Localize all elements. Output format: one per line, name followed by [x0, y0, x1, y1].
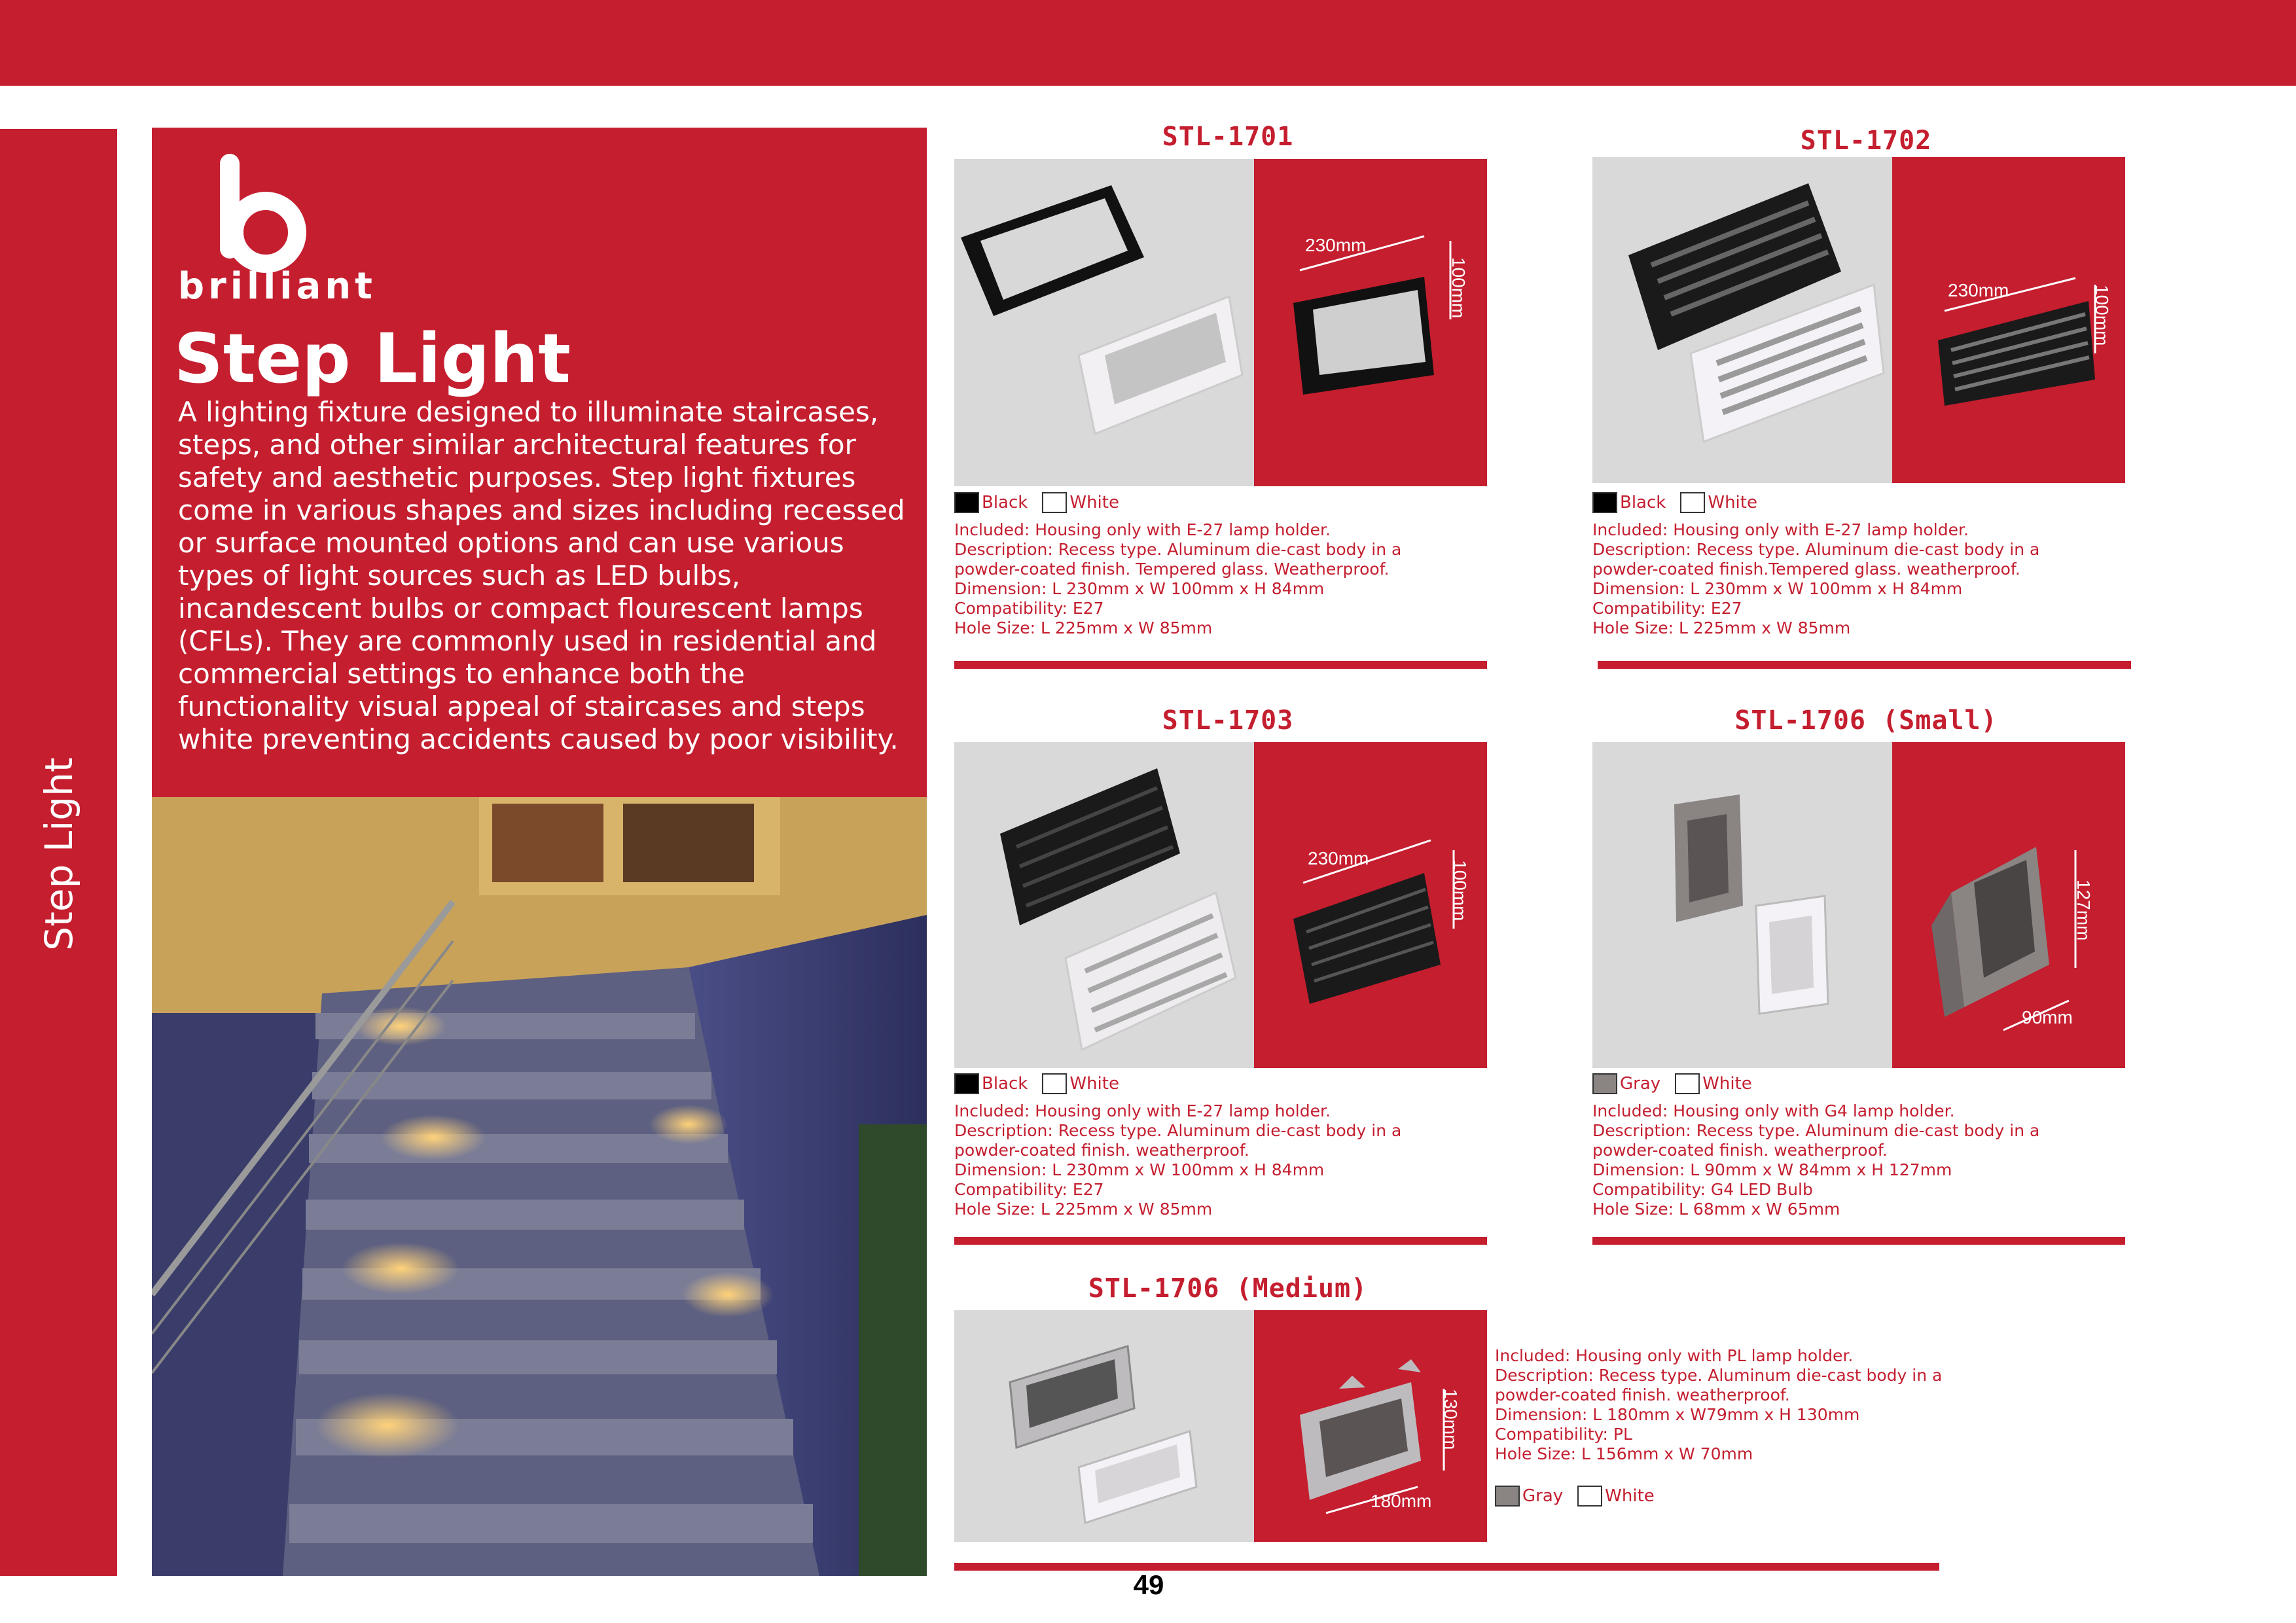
swatch-white — [1675, 1073, 1700, 1094]
color-option-white: White — [1577, 1486, 1655, 1507]
product-title-stl-1703: STL-1703 — [1162, 705, 1294, 736]
color-option-black: Black — [1592, 492, 1666, 513]
stl-1702-fixtures-illustration — [1592, 157, 1892, 483]
color-options-stl-1702 — [1592, 492, 1767, 513]
dimension-panel-stl-1702 — [1892, 157, 2125, 483]
product-title-stl-1706-medium: STL-1706 (Medium) — [1088, 1274, 1368, 1304]
spec-description: Description: Recess type. Aluminum die-cast body in a — [954, 1121, 1402, 1140]
swatch-white — [1042, 492, 1067, 513]
spec-description: Description: Recess type. Aluminum die-cast body in a — [1495, 1366, 1943, 1385]
spec-dimension: Dimension: L 230mm x W 100mm x H 84mm — [1592, 579, 1963, 598]
spec-hole-size: Hole Size: L 68mm x W 65mm — [1592, 1200, 1840, 1219]
page-number: 49 — [1133, 1569, 1164, 1600]
spec-compatibility: Compatibility: PL — [1495, 1425, 1632, 1444]
dimension-width-label: 230mm — [1305, 235, 1367, 255]
specs-stl-1706-small — [1592, 1101, 2129, 1219]
section-divider — [1592, 1237, 2125, 1245]
spec-dimension: Dimension: L 230mm x W 100mm x H 84mm — [954, 579, 1325, 598]
product-image-stl-1703 — [954, 742, 1254, 1068]
dimension-width-label: 180mm — [1371, 1491, 1432, 1511]
page-title: Step Light — [174, 319, 571, 399]
color-option-white: White — [1675, 1073, 1752, 1094]
swatch-white — [1577, 1486, 1602, 1507]
spec-included: Included: Housing only with E-27 lamp holder. — [1592, 520, 1969, 539]
spec-compatibility: Compatibility: E27 — [954, 1180, 1104, 1199]
spec-hole-size: Hole Size: L 225mm x W 85mm — [954, 618, 1213, 637]
dimension-height-label: 127mm — [2073, 880, 2094, 941]
spec-compatibility: Compatibility: G4 LED Bulb — [1592, 1180, 1813, 1199]
section-divider — [954, 1563, 1939, 1571]
spec-included: Included: Housing only with E-27 lamp holder. — [954, 520, 1331, 539]
dimension-height-label: 100mm — [1448, 257, 1469, 319]
color-options-stl-1703 — [954, 1073, 1128, 1094]
dimension-panel-stl-1703 — [1254, 742, 1487, 1068]
spec-description: Description: Recess type. Aluminum die-cast body in a — [1592, 1121, 2040, 1140]
spec-included: Included: Housing only with E-27 lamp holder. — [954, 1101, 1331, 1120]
swatch-black — [1592, 492, 1617, 513]
dimension-width-label: 230mm — [1948, 280, 2009, 300]
product-image-stl-1706-small — [1592, 742, 1892, 1068]
dimension-height-label: 100mm — [2092, 285, 2112, 346]
spec-included: Included: Housing only with G4 lamp holder. — [1592, 1101, 1955, 1120]
section-divider — [1598, 661, 2131, 669]
intro-panel — [152, 128, 927, 797]
spec-dimension: Dimension: L 90mm x W 84mm x H 127mm — [1592, 1160, 1952, 1179]
swatch-white — [1042, 1073, 1067, 1094]
section-divider — [954, 661, 1487, 669]
product-image-stl-1706-medium — [954, 1310, 1254, 1542]
spec-compatibility: Compatibility: E27 — [954, 599, 1104, 618]
intro-description: A lighting fixture designed to illuminate staircases, steps, and other similar architectural features for safety and aesthetic purposes. Step light fixtures come in various shapes and sizes including recessed or surface mounted options and can use various types of light sources such as LED bulbs, incandescent bulbs or compact flourescent lamps (CFLs). They are commonly used in residential and commercial settings to enhance both the functionality visual appeal of staircases and steps white preventing accidents caused by poor visibility. — [178, 396, 905, 755]
spec-description-cont: powder-coated finish.Tempered glass. weatherproof. — [1592, 560, 2020, 579]
dimension-panel-stl-1701 — [1254, 159, 1487, 486]
swatch-black — [954, 1073, 979, 1094]
color-option-white: White — [1680, 492, 1757, 513]
stl-1701-fixtures-illustration — [954, 159, 1254, 486]
product-title-stl-1702: STL-1702 — [1800, 126, 1932, 156]
color-options-stl-1701 — [954, 492, 1128, 513]
color-options-stl-1706-medium — [1495, 1486, 1664, 1507]
specs-stl-1702 — [1592, 520, 2129, 638]
dimension-width-label: 230mm — [1308, 848, 1369, 868]
spec-description-cont: powder-coated finish. weatherproof. — [1592, 1141, 1888, 1160]
stl-1706-small-fixtures-illustration — [1592, 742, 1892, 1068]
staircase-photo — [152, 797, 927, 1576]
stl-1702-dimension-illustration — [1892, 157, 2125, 483]
dimension-height-label: 130mm — [1441, 1389, 1461, 1450]
spec-description: Description: Recess type. Aluminum die-cast body in a — [1592, 540, 2040, 559]
color-options-stl-1706-small — [1592, 1073, 1761, 1094]
spec-dimension: Dimension: L 180mm x W79mm x H 130mm — [1495, 1405, 1860, 1424]
spec-description: Description: Recess type. Aluminum die-cast body in a — [954, 540, 1402, 559]
spec-compatibility: Compatibility: E27 — [1592, 599, 1742, 618]
specs-stl-1703 — [954, 1101, 1491, 1219]
swatch-black — [954, 492, 979, 513]
dimension-width-label: 90mm — [2022, 1007, 2073, 1027]
color-option-black: Black — [954, 1073, 1028, 1094]
side-label: Step Light — [37, 757, 81, 951]
spec-hole-size: Hole Size: L 225mm x W 85mm — [954, 1200, 1213, 1219]
spec-hole-size: Hole Size: L 156mm x W 70mm — [1495, 1444, 1753, 1463]
dimension-panel-stl-1706-medium — [1254, 1310, 1487, 1542]
color-option-white: White — [1042, 492, 1119, 513]
specs-stl-1706-medium — [1495, 1346, 2032, 1464]
spec-description-cont: powder-coated finish. Tempered glass. Weatherproof. — [954, 560, 1390, 579]
dimension-panel-stl-1706-small — [1892, 742, 2125, 1068]
product-image-stl-1701 — [954, 159, 1254, 486]
specs-stl-1701 — [954, 520, 1491, 638]
spec-hole-size: Hole Size: L 225mm x W 85mm — [1592, 618, 1851, 637]
color-option-gray: Gray — [1495, 1486, 1563, 1507]
swatch-gray — [1592, 1073, 1617, 1094]
spec-included: Included: Housing only with PL lamp holder. — [1495, 1346, 1854, 1365]
stl-1703-fixtures-illustration — [954, 742, 1254, 1068]
top-band — [0, 0, 2296, 86]
swatch-white — [1680, 492, 1705, 513]
product-title-stl-1706-small: STL-1706 (Small) — [1734, 705, 1998, 736]
spec-description-cont: powder-coated finish. weatherproof. — [954, 1141, 1249, 1160]
spec-description-cont: powder-coated finish. weatherproof. — [1495, 1385, 1790, 1404]
product-image-stl-1702 — [1592, 157, 1892, 483]
staircase-illustration — [152, 797, 927, 1576]
brand-wordmark: brilliant — [178, 265, 376, 308]
stl-1706-medium-fixtures-illustration — [954, 1310, 1254, 1542]
product-title-stl-1701: STL-1701 — [1162, 122, 1294, 152]
color-option-black: Black — [954, 492, 1028, 513]
color-option-gray: Gray — [1592, 1073, 1660, 1094]
stl-1701-dimension-illustration — [1254, 159, 1487, 486]
spec-dimension: Dimension: L 230mm x W 100mm x H 84mm — [954, 1160, 1325, 1179]
color-option-white: White — [1042, 1073, 1119, 1094]
swatch-gray — [1495, 1486, 1520, 1507]
dimension-height-label: 100mm — [1450, 860, 1470, 921]
section-divider — [954, 1237, 1487, 1245]
